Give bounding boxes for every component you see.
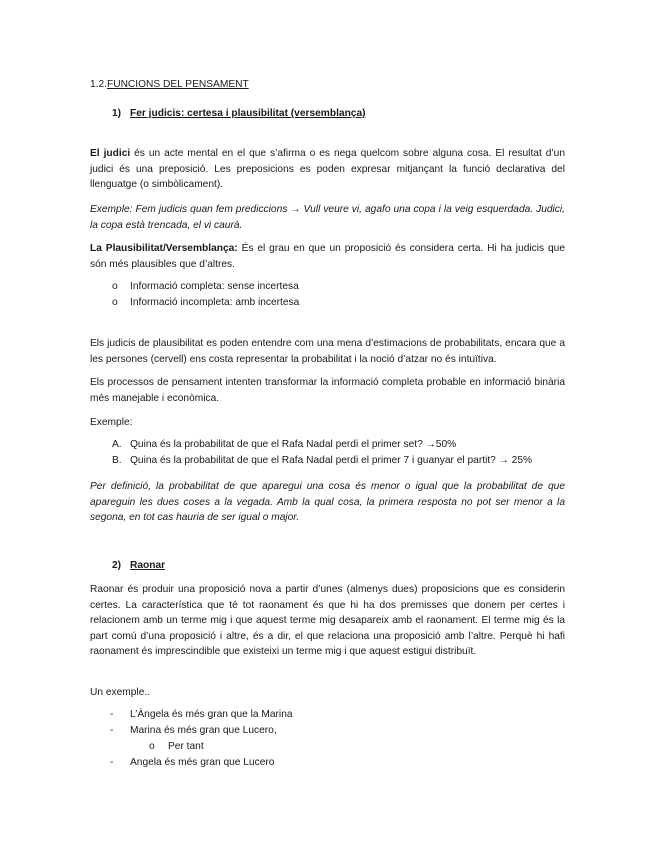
dash-marker: - xyxy=(110,709,114,720)
section-number: 1.2. xyxy=(90,79,107,90)
reason-item-1: L’Àngela és més gran que la Marina xyxy=(130,709,293,720)
judici-term: El judici xyxy=(90,148,131,159)
reason-item-per-tant: Per tant xyxy=(168,741,204,752)
bullet-marker: o xyxy=(112,297,118,308)
sub-bullet-marker: o xyxy=(149,741,155,752)
heading-2-number: 2) xyxy=(112,560,122,571)
prob-item-a: Quina és la probabilitat de que el Rafa Nadal perdi el primer set? →50% xyxy=(130,439,457,450)
judici-text: és un acte mental en el que s’afirma o es nega quelcom sobre alguna cosa. El resultat d’un judici és una preposició. Les preposicions es poden expresar mitjançant la funció declarativa del llenguatge (o simbòlicament). xyxy=(90,148,565,191)
reason-item-conclusion: Angela és més gran que Lucero xyxy=(130,757,275,768)
definicio-paragraph: Per definició, la probabilitat de que aparegui una cosa és menor o igual que la probabilitat de que apareguin les dues coses a la vegada. Amb la qual cosa, la primera resposta no pot ser menor a la segona, en tot cas hauria de ser igual o major. xyxy=(90,481,565,524)
dash-marker: - xyxy=(110,725,114,736)
plausibilitat-term: La Plausibilitat/Versemblança: xyxy=(90,243,238,254)
plausibilitat-paragraph xyxy=(90,241,565,272)
bullet-marker: o xyxy=(112,281,118,292)
heading-1-title: Fer judicis: certesa i plausibilitat (versemblança) xyxy=(130,108,366,119)
example-prediccions: Exemple: Fem judicis quan fem prediccions → Vull veure vi, agafo una copa i la veig esquerdada. Judici, la copa està trencada, el vi caurà. xyxy=(90,204,565,231)
list-marker-a: A. xyxy=(112,439,122,450)
raonar-paragraph: Raonar és produir una proposició nova a partir d’unes (almenys dues) proposicions que es considerin certes. La característica que té tot raonament és que hi ha dos premisses que donem per certes i relacionem amb un terme mig i que aquest terme mig desapareix amb el raonament. El terme mig és la part comú d’una proposició i altre, és a dir, el que relaciona una proposició amb l’altre. Perquè hi hafi raonament és imprescindible que existeixi un terme mig i que aquest estigui distribuït. xyxy=(90,584,565,658)
section-title-text: FUNCIONS DEL PENSAMENT xyxy=(107,79,249,90)
exemple-label: Exemple: xyxy=(90,417,133,428)
dash-marker: - xyxy=(110,757,114,768)
list-marker-b: B. xyxy=(112,455,122,466)
prob-item-b: Quina és la probabilitat de que el Rafa Nadal perdi el primer 7 i guanyar el partit? → 25% xyxy=(130,455,533,466)
un-exemple-label: Un exemple.. xyxy=(90,687,151,698)
processos-paragraph: Els processos de pensament intenten transformar la informació completa probable en informació binària més manejable i econòmica. xyxy=(90,377,565,404)
estimacions-paragraph: Els judicis de plausibilitat es poden entendre com una mena d’estimacions de probabilitats, encara que a les persones (cervell) ens costa representar la probabilitat i la noció d’atzar no és intuïtiva. xyxy=(90,338,565,365)
heading-1-number: 1) xyxy=(112,108,122,119)
judici-paragraph xyxy=(90,146,565,193)
reason-item-2: Marina és més gran que Lucero, xyxy=(130,725,277,736)
section-title xyxy=(90,77,565,93)
info-item-complete: Informació completa: sense incertesa xyxy=(130,281,299,292)
heading-2-title: Raonar xyxy=(130,560,166,571)
plausibilitat-text: És el grau en que un proposició és considera certa. Hi ha judicis que són més plausibles que d’altres. xyxy=(90,243,565,270)
info-item-incomplete: Informació incompleta: amb incertesa xyxy=(130,297,300,308)
